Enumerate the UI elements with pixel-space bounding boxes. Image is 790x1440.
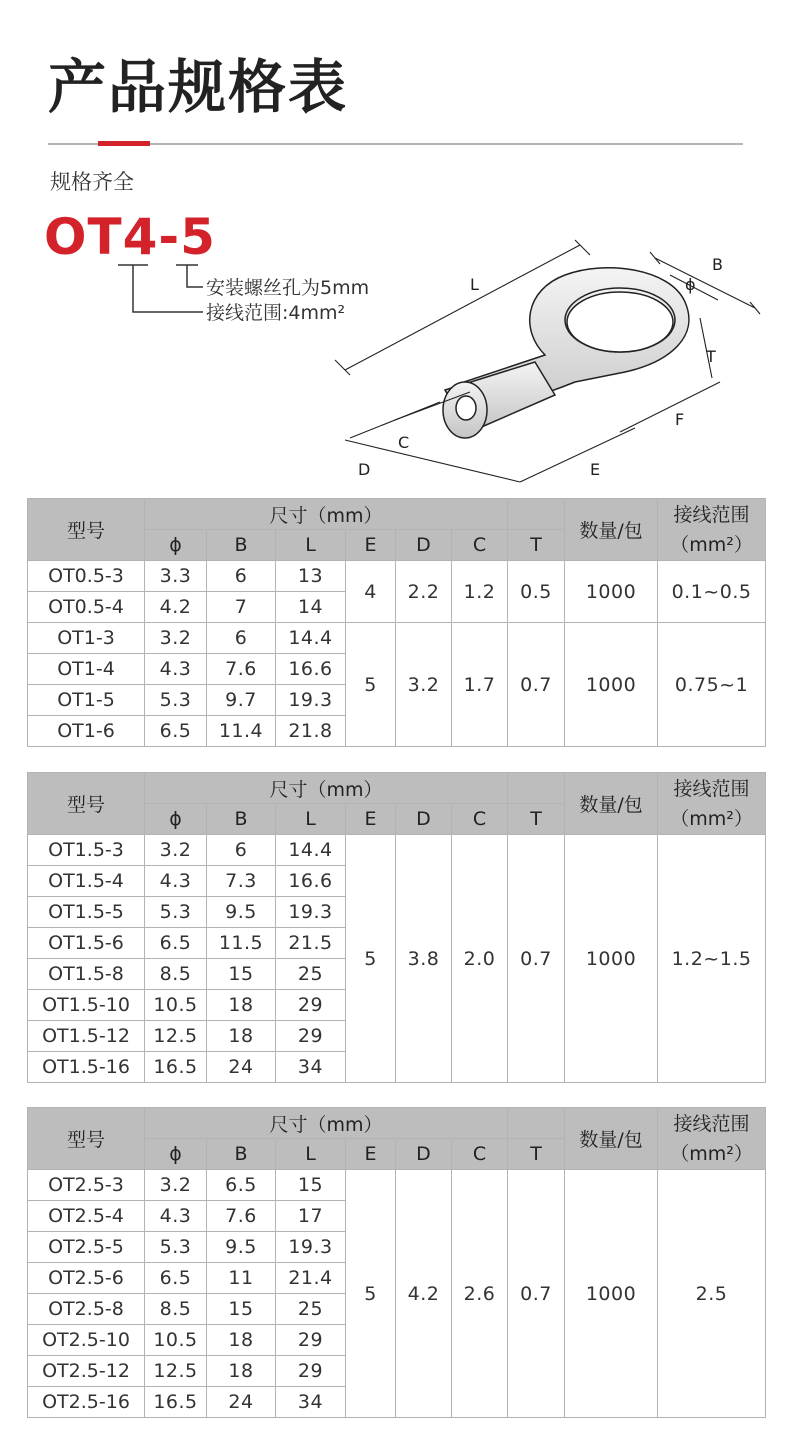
cell-phi: 4.3: [145, 866, 207, 897]
cell-phi: 5.3: [145, 685, 207, 716]
model-code: OT4-5: [44, 208, 216, 266]
cell-quantity: 1000: [565, 561, 658, 623]
header-dimensions: 尺寸（mm）: [145, 773, 508, 804]
cell-model: OT2.5-16: [28, 1387, 145, 1418]
cell-wire-range: 0.1~0.5: [658, 561, 766, 623]
cell-b: 7: [207, 592, 276, 623]
header-t: T: [508, 530, 565, 561]
cell-model: OT1-3: [28, 623, 145, 654]
dim-label-l: L: [470, 275, 479, 294]
cell-l: 29: [276, 1325, 346, 1356]
cell-phi: 3.3: [145, 561, 207, 592]
cell-model: OT2.5-8: [28, 1294, 145, 1325]
cell-b: 18: [207, 990, 276, 1021]
cell-model: OT1.5-4: [28, 866, 145, 897]
header-c: C: [452, 530, 508, 561]
header-wire-range-label: 接线范围: [673, 777, 750, 800]
spec-table-2: [27, 772, 766, 1083]
cell-phi: 4.3: [145, 1201, 207, 1232]
cell-model: OT2.5-10: [28, 1325, 145, 1356]
cell-l: 21.4: [276, 1263, 346, 1294]
cell-l: 17: [276, 1201, 346, 1232]
table-row: [28, 835, 766, 866]
cell-c: 2.6: [452, 1170, 508, 1418]
cell-l: 29: [276, 1356, 346, 1387]
header-quantity: 数量/包: [565, 773, 658, 835]
cell-model: OT1.5-8: [28, 959, 145, 990]
cell-t: 0.7: [508, 835, 565, 1083]
header-e: E: [346, 530, 396, 561]
cell-l: 19.3: [276, 685, 346, 716]
cell-l: 29: [276, 990, 346, 1021]
cell-l: 21.5: [276, 928, 346, 959]
cell-b: 7.6: [207, 1201, 276, 1232]
cell-phi: 4.3: [145, 654, 207, 685]
cell-b: 11.4: [207, 716, 276, 747]
cell-l: 14: [276, 592, 346, 623]
cell-b: 7.6: [207, 654, 276, 685]
cell-b: 9.5: [207, 1232, 276, 1263]
cell-model: OT1.5-5: [28, 897, 145, 928]
header-l: L: [276, 804, 346, 835]
ring-terminal-body: [443, 268, 689, 438]
dim-label-phi: ϕ: [685, 275, 696, 294]
cell-model: OT2.5-3: [28, 1170, 145, 1201]
cell-d: 4.2: [396, 1170, 452, 1418]
cell-model: OT2.5-6: [28, 1263, 145, 1294]
header-c: C: [452, 804, 508, 835]
cell-d: 3.2: [396, 623, 452, 747]
cell-model: OT1.5-12: [28, 1021, 145, 1052]
spec-table-1: [27, 498, 766, 747]
cell-d: 2.2: [396, 561, 452, 623]
header-wire-range-unit: （mm²）: [670, 1142, 753, 1165]
cell-phi: 16.5: [145, 1052, 207, 1083]
cell-phi: 8.5: [145, 1294, 207, 1325]
cell-d: 3.8: [396, 835, 452, 1083]
cell-model: OT1-6: [28, 716, 145, 747]
dim-label-f: F: [675, 410, 685, 429]
page-subtitle: 规格齐全: [50, 170, 134, 194]
cell-l: 15: [276, 1170, 346, 1201]
header-e: E: [346, 1139, 396, 1170]
cell-phi: 6.5: [145, 928, 207, 959]
header-t: T: [508, 1139, 565, 1170]
cell-b: 18: [207, 1021, 276, 1052]
header-wire-range: [658, 499, 766, 561]
header-wire-range: [658, 773, 766, 835]
cell-l: 16.6: [276, 866, 346, 897]
header-wire-range-unit: （mm²）: [670, 807, 753, 830]
cell-c: 1.2: [452, 561, 508, 623]
cell-quantity: 1000: [565, 835, 658, 1083]
cell-phi: 5.3: [145, 1232, 207, 1263]
cell-model: OT1-4: [28, 654, 145, 685]
cell-b: 15: [207, 959, 276, 990]
cell-phi: 5.3: [145, 897, 207, 928]
header-t-top: [508, 1108, 565, 1139]
header-phi: ϕ: [145, 1139, 207, 1170]
dim-label-d: D: [358, 460, 371, 479]
cell-b: 6: [207, 835, 276, 866]
cell-t: 0.5: [508, 561, 565, 623]
cell-l: 34: [276, 1052, 346, 1083]
cell-model: OT1.5-10: [28, 990, 145, 1021]
cell-model: OT0.5-3: [28, 561, 145, 592]
header-b: B: [207, 1139, 276, 1170]
cell-b: 11.5: [207, 928, 276, 959]
cell-b: 18: [207, 1356, 276, 1387]
header-wire-range-label: 接线范围: [673, 503, 750, 526]
cell-wire-range: 0.75~1: [658, 623, 766, 747]
cell-b: 24: [207, 1052, 276, 1083]
header-l: L: [276, 1139, 346, 1170]
header-t-top: [508, 773, 565, 804]
cell-wire-range: 1.2~1.5: [658, 835, 766, 1083]
header-quantity: 数量/包: [565, 1108, 658, 1170]
header-phi: ϕ: [145, 530, 207, 561]
cell-c: 1.7: [452, 623, 508, 747]
header-model: 型号: [28, 499, 145, 561]
dim-label-b: B: [712, 255, 723, 274]
header-d: D: [396, 530, 452, 561]
cell-b: 7.3: [207, 866, 276, 897]
cell-b: 18: [207, 1325, 276, 1356]
cell-model: OT2.5-5: [28, 1232, 145, 1263]
dim-label-t: T: [706, 347, 716, 366]
cell-phi: 3.2: [145, 1170, 207, 1201]
cell-phi: 12.5: [145, 1021, 207, 1052]
header-d: D: [396, 1139, 452, 1170]
cell-model: OT1-5: [28, 685, 145, 716]
cell-e: 5: [346, 835, 396, 1083]
page-title: 产品规格表: [48, 53, 349, 121]
cell-phi: 16.5: [145, 1387, 207, 1418]
cell-l: 29: [276, 1021, 346, 1052]
cell-c: 2.0: [452, 835, 508, 1083]
cell-quantity: 1000: [565, 1170, 658, 1418]
header-model: 型号: [28, 1108, 145, 1170]
header-phi: ϕ: [145, 804, 207, 835]
header-dimensions: 尺寸（mm）: [145, 1108, 508, 1139]
cell-b: 6.5: [207, 1170, 276, 1201]
cell-model: OT2.5-12: [28, 1356, 145, 1387]
header-wire-range-unit: （mm²）: [670, 533, 753, 556]
cell-l: 14.4: [276, 835, 346, 866]
cell-phi: 4.2: [145, 592, 207, 623]
cell-model: OT1.5-16: [28, 1052, 145, 1083]
cell-model: OT0.5-4: [28, 592, 145, 623]
cell-phi: 6.5: [145, 716, 207, 747]
cell-b: 6: [207, 623, 276, 654]
header-wire-range-label: 接线范围: [673, 1112, 750, 1135]
cell-l: 19.3: [276, 1232, 346, 1263]
cell-l: 21.8: [276, 716, 346, 747]
header-quantity: 数量/包: [565, 499, 658, 561]
header-d: D: [396, 804, 452, 835]
header-l: L: [276, 530, 346, 561]
cell-model: OT2.5-4: [28, 1201, 145, 1232]
cell-quantity: 1000: [565, 623, 658, 747]
cell-l: 19.3: [276, 897, 346, 928]
cell-t: 0.7: [508, 623, 565, 747]
callout-screw-hole: 安装螺丝孔为5mm: [206, 277, 370, 299]
cell-b: 24: [207, 1387, 276, 1418]
cell-l: 13: [276, 561, 346, 592]
cell-b: 11: [207, 1263, 276, 1294]
cell-t: 0.7: [508, 1170, 565, 1418]
header-wire-range: [658, 1108, 766, 1170]
dim-label-e: E: [590, 460, 601, 479]
cell-phi: 3.2: [145, 835, 207, 866]
cell-b: 15: [207, 1294, 276, 1325]
table-row: [28, 1170, 766, 1201]
cell-model: OT1.5-6: [28, 928, 145, 959]
cell-phi: 10.5: [145, 1325, 207, 1356]
cell-b: 6: [207, 561, 276, 592]
terminal-diagram: [330, 230, 790, 490]
cell-phi: 3.2: [145, 623, 207, 654]
header-t: T: [508, 804, 565, 835]
table-row: [28, 561, 766, 592]
cell-phi: 6.5: [145, 1263, 207, 1294]
cell-wire-range: 2.5: [658, 1170, 766, 1418]
cell-l: 34: [276, 1387, 346, 1418]
header-dimensions: 尺寸（mm）: [145, 499, 508, 530]
header-t-top: [508, 499, 565, 530]
header-b: B: [207, 530, 276, 561]
header-model: 型号: [28, 773, 145, 835]
cell-phi: 12.5: [145, 1356, 207, 1387]
cell-l: 14.4: [276, 623, 346, 654]
cell-l: 25: [276, 1294, 346, 1325]
spec-table-3: [27, 1107, 766, 1418]
cell-l: 16.6: [276, 654, 346, 685]
cell-e: 4: [346, 561, 396, 623]
header-b: B: [207, 804, 276, 835]
cell-b: 9.7: [207, 685, 276, 716]
cell-b: 9.5: [207, 897, 276, 928]
cell-model: OT1.5-3: [28, 835, 145, 866]
cell-phi: 8.5: [145, 959, 207, 990]
header-c: C: [452, 1139, 508, 1170]
cell-e: 5: [346, 623, 396, 747]
dim-label-c: C: [398, 433, 410, 452]
cell-phi: 10.5: [145, 990, 207, 1021]
cell-e: 5: [346, 1170, 396, 1418]
table-row: [28, 623, 766, 654]
callout-wire-range: 接线范围:4mm²: [206, 302, 346, 324]
cell-l: 25: [276, 959, 346, 990]
header-e: E: [346, 804, 396, 835]
